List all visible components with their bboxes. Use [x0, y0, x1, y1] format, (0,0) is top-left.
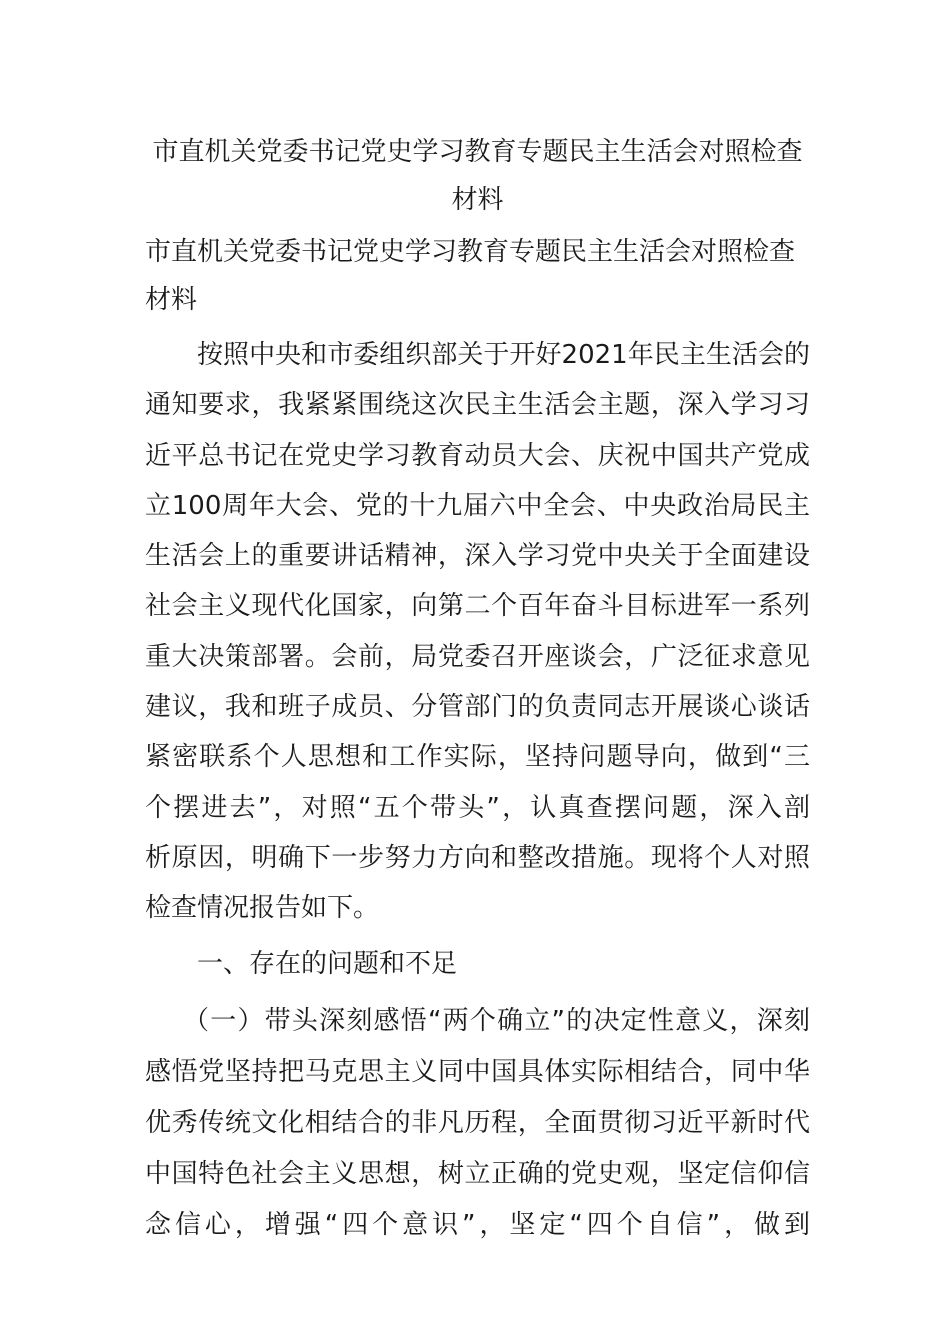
- intro-line: 建议，我和班子成员、分管部门的负责同志开展谈心谈话: [145, 692, 810, 723]
- title-line-1: 市直机关党委书记党史学习教育专题民主生活会对照检查: [152, 137, 803, 167]
- intro-paragraph: [145, 330, 810, 934]
- intro-line: 析原因，明确下一步努力方向和整改措施。现将个人对照: [145, 842, 810, 873]
- intro-line: 社会主义现代化国家，向第二个百年奋斗目标进军一系列: [145, 591, 810, 622]
- intro-line: 立100周年大会、党的十九届六中全会、中央政治局民主: [145, 490, 810, 521]
- intro-line: 生活会上的重要讲话精神，深入学习党中央关于全面建设: [145, 541, 810, 572]
- document-page: [145, 128, 810, 1251]
- section1-line: （一）带头深刻感悟“两个确立”的决定性意义，深刻: [183, 1005, 810, 1036]
- section1-line: 念信心，增强“四个意识”，坚定“四个自信”，做到: [145, 1209, 810, 1240]
- section1-line: 优秀传统文化相结合的非凡历程，全面贯彻习近平新时代: [145, 1107, 810, 1138]
- section1-line: 感悟党坚持把马克思主义同中国具体实际相结合，同中华: [145, 1056, 810, 1087]
- section1-paragraph: [145, 996, 810, 1251]
- intro-line: 紧密联系个人思想和工作实际，坚持问题导向，做到“三: [145, 742, 810, 773]
- section1-line: 中国特色社会主义思想，树立正确的党史观，坚定信仰信: [145, 1158, 810, 1189]
- document-title: [145, 128, 810, 224]
- subtitle-line-2: 材料: [145, 285, 198, 315]
- intro-line: 检查情况报告如下。: [145, 893, 380, 924]
- section-heading: 一、存在的问题和不足: [197, 948, 458, 979]
- document-subtitle: [145, 224, 810, 328]
- title-line-2: 材料: [451, 185, 504, 215]
- intro-line: 重大决策部署。会前，局党委召开座谈会，广泛征求意见: [145, 641, 810, 672]
- intro-line: 近平总书记在党史学习教育动员大会、庆祝中国共产党成: [145, 440, 810, 471]
- intro-line: 按照中央和市委组织部关于开好2021年民主生活会的: [197, 340, 810, 370]
- intro-line: 个摆进去”，对照“五个带头”，认真查摆问题，深入剖: [145, 792, 810, 823]
- intro-line: 通知要求，我紧紧围绕这次民主生活会主题，深入学习习: [145, 390, 810, 421]
- subtitle-line-1: 市直机关党委书记党史学习教育专题民主生活会对照检查: [145, 237, 796, 267]
